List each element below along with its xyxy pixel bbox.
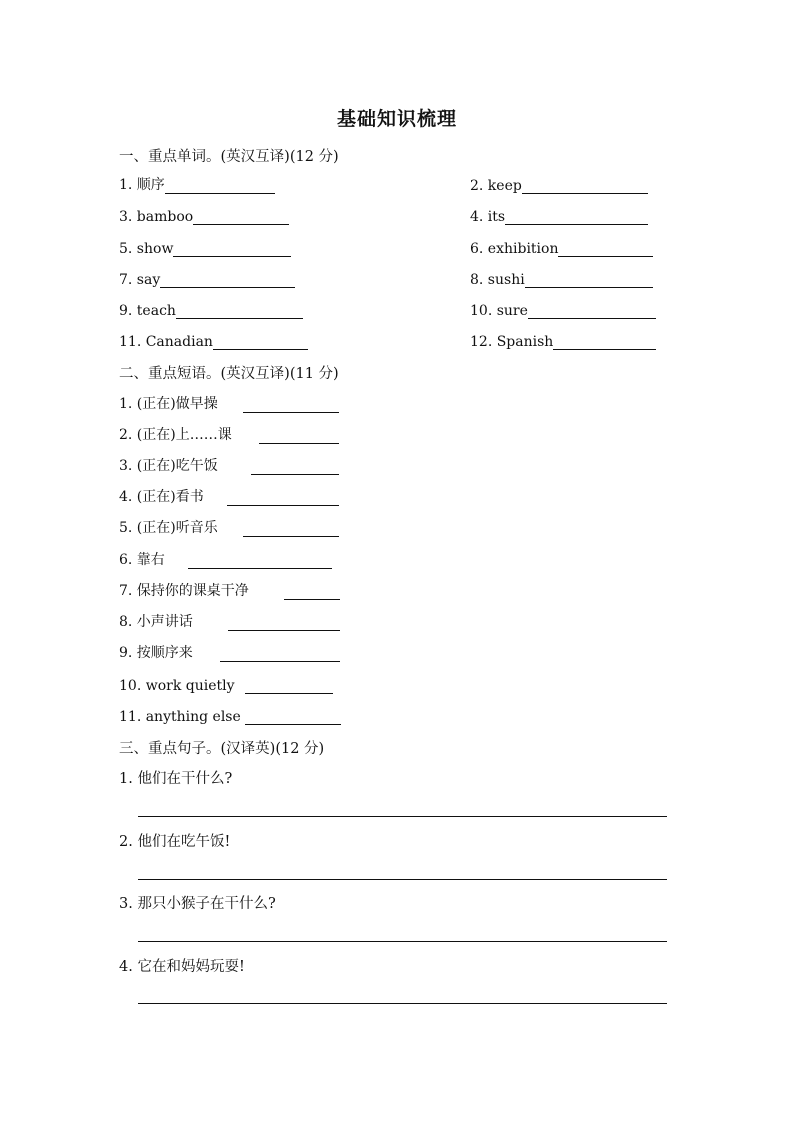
vocab-item-12 <box>470 330 656 350</box>
sentence-2: 2. 他们在吃午饭! <box>119 834 231 850</box>
phrase-item-1 <box>119 393 339 413</box>
phrase-label: 8. 小声讲话 <box>119 614 193 630</box>
answer-blank[interactable] <box>228 615 340 631</box>
vocab-item-2 <box>470 174 648 194</box>
vocab-label: 4. its <box>470 209 506 225</box>
phrase-label: 5. (正在)听音乐 <box>119 520 218 536</box>
section2-heading: 二、重点短语。(英汉互译)(11 分) <box>119 366 339 382</box>
answer-blank[interactable] <box>558 241 653 257</box>
phrase-label: 11. anything else <box>119 709 241 725</box>
answer-blank[interactable] <box>251 459 339 475</box>
phrase-label: 1. (正在)做早操 <box>119 396 218 412</box>
answer-blank[interactable] <box>176 303 303 319</box>
vocab-label: 9. teach <box>119 303 176 319</box>
answer-blank[interactable] <box>245 709 341 725</box>
answer-blank[interactable] <box>243 397 339 413</box>
sentence-1: 1. 他们在干什么? <box>119 771 233 787</box>
phrase-label: 10. work quietly <box>119 678 235 694</box>
answer-blank[interactable] <box>505 209 648 225</box>
answer-blank[interactable] <box>284 584 340 600</box>
phrase-item-6 <box>119 549 332 569</box>
answer-blank[interactable] <box>553 334 656 350</box>
vocab-label: 7. say <box>119 272 161 288</box>
phrase-item-4 <box>119 486 339 506</box>
answer-blank[interactable] <box>165 178 275 194</box>
page-title: 基础知识梳理 <box>336 108 457 130</box>
section3-heading: 三、重点句子。(汉译英)(12 分) <box>119 741 325 757</box>
vocab-label: 12. Spanish <box>470 334 554 350</box>
answer-blank[interactable] <box>188 553 332 569</box>
phrase-item-3 <box>119 455 339 475</box>
vocab-label: 6. exhibition <box>470 241 559 257</box>
phrase-item-9 <box>119 642 340 662</box>
vocab-item-8 <box>470 268 653 288</box>
answer-blank[interactable] <box>160 272 295 288</box>
answer-blank[interactable] <box>259 428 339 444</box>
vocab-label: 5. show <box>119 241 174 257</box>
vocab-item-11 <box>119 330 308 350</box>
phrase-item-11 <box>119 705 341 725</box>
vocab-label: 11. Canadian <box>119 334 213 350</box>
phrase-item-2 <box>119 424 339 444</box>
vocab-item-9 <box>119 299 303 319</box>
answer-blank[interactable] <box>528 303 656 319</box>
phrase-label: 3. (正在)吃午饭 <box>119 458 218 474</box>
answer-line-2[interactable] <box>138 879 667 880</box>
phrase-item-10 <box>119 674 333 694</box>
vocab-item-3 <box>119 205 289 225</box>
vocab-item-6 <box>470 237 653 257</box>
phrase-item-7 <box>119 580 340 600</box>
phrase-label: 9. 按顺序来 <box>119 645 193 661</box>
answer-blank[interactable] <box>173 241 291 257</box>
answer-blank[interactable] <box>245 678 333 694</box>
answer-blank[interactable] <box>213 334 308 350</box>
vocab-item-4 <box>470 205 648 225</box>
phrase-item-5 <box>119 517 339 537</box>
vocab-label: 1. 顺序 <box>119 177 165 193</box>
phrase-label: 4. (正在)看书 <box>119 489 204 505</box>
vocab-item-1 <box>119 174 275 194</box>
vocab-label: 10. sure <box>470 303 528 319</box>
answer-line-3[interactable] <box>138 941 667 942</box>
vocab-label: 8. sushi <box>470 272 525 288</box>
answer-blank[interactable] <box>193 209 289 225</box>
vocab-item-10 <box>470 299 656 319</box>
answer-blank[interactable] <box>220 646 340 662</box>
answer-blank[interactable] <box>227 490 339 506</box>
answer-blank[interactable] <box>522 178 648 194</box>
phrase-item-8 <box>119 611 340 631</box>
vocab-label: 2. keep <box>470 178 522 194</box>
answer-line-4[interactable] <box>138 1003 667 1004</box>
answer-line-1[interactable] <box>138 816 667 817</box>
answer-blank[interactable] <box>525 272 653 288</box>
section1-heading: 一、重点单词。(英汉互译)(12 分) <box>119 149 339 165</box>
phrase-label: 2. (正在)上……课 <box>119 427 232 443</box>
phrase-label: 6. 靠右 <box>119 552 165 568</box>
sentence-4: 4. 它在和妈妈玩耍! <box>119 959 245 975</box>
phrase-label: 7. 保持你的课桌干净 <box>119 583 249 599</box>
vocab-item-5 <box>119 237 291 257</box>
sentence-3: 3. 那只小猴子在干什么? <box>119 896 276 912</box>
vocab-item-7 <box>119 268 295 288</box>
vocab-label: 3. bamboo <box>119 209 194 225</box>
answer-blank[interactable] <box>243 521 339 537</box>
